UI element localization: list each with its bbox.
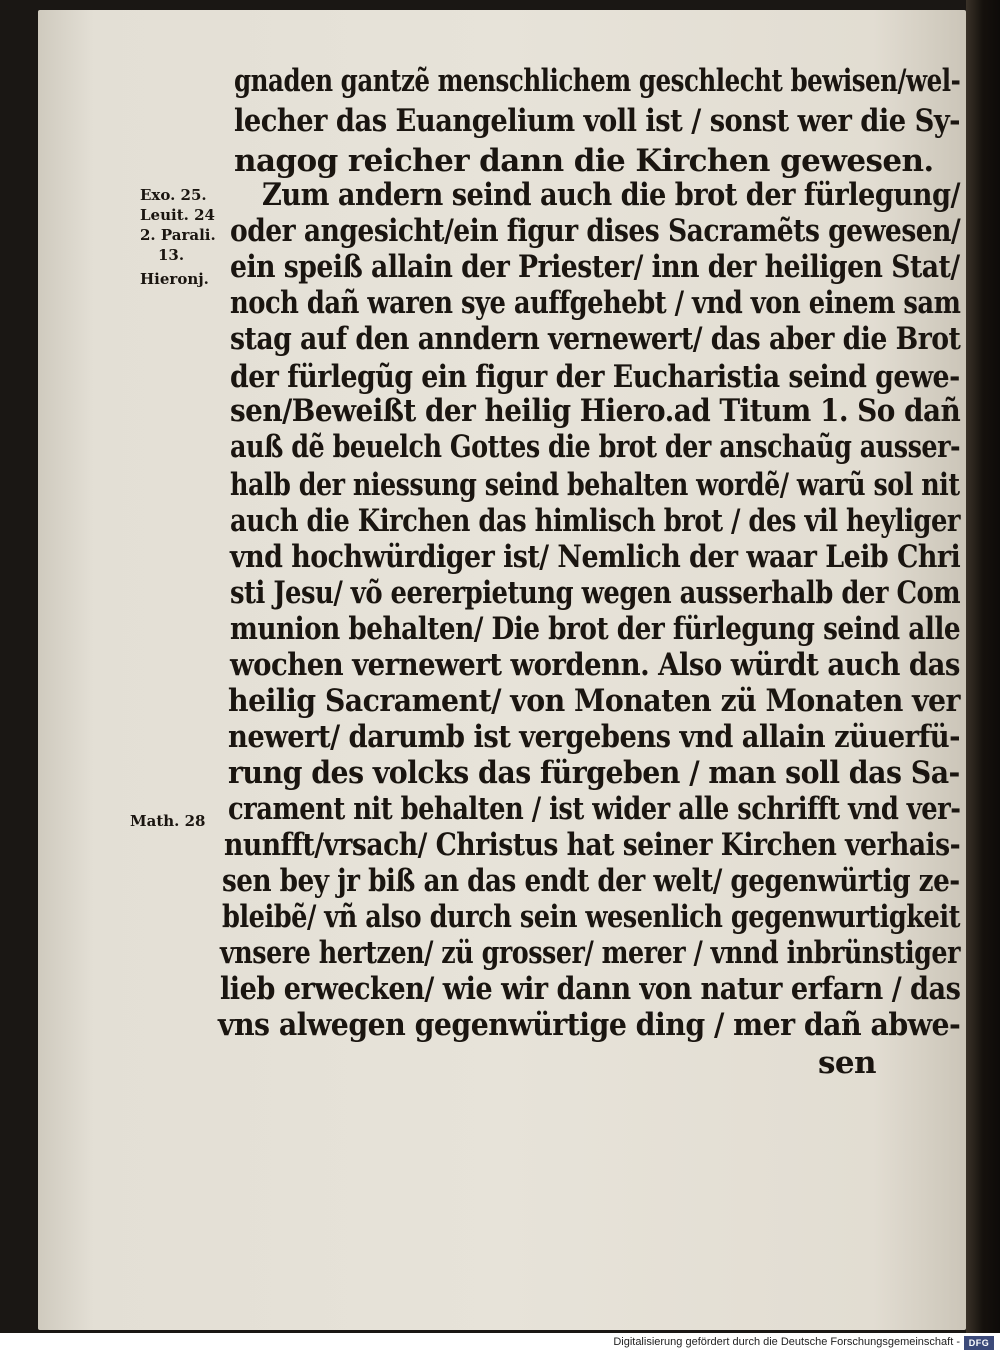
text-line: auß dẽ beuelch Gottes die brot der anschaũg ausser- xyxy=(230,429,961,465)
text-line: vns alwegen gegenwürtige ding / mer dañ abwe- xyxy=(218,1007,961,1043)
text-line: auch die Kirchen das himlisch brot / des vil heyliger xyxy=(230,503,960,539)
text-line: vnsere hertzen/ zü grosser/ merer / vnnd inbrünstiger xyxy=(220,935,960,971)
text-line: nunfft/vrsach/ Christus hat seiner Kirchen verhais- xyxy=(224,827,961,863)
text-line: wochen vernewert wordenn. Also würdt auch das xyxy=(230,647,960,683)
catchword: sen xyxy=(818,1045,876,1081)
text-line: Zum andern seind auch die brot der fürlegung/ xyxy=(262,177,960,213)
margin-note: 2. Parali. xyxy=(140,226,216,244)
footer-bar xyxy=(0,1333,1000,1354)
text-line: vnd hochwürdiger ist/ Nemlich der waar Leib Chri xyxy=(230,539,961,575)
text-line: bleibẽ/ vñ also durch sein wesenlich gegenwurtigkeit xyxy=(222,899,960,935)
text-line: crament nit behalten / ist wider alle schrifft vnd ver- xyxy=(228,791,961,827)
text-line: lecher das Euangelium voll ist / sonst wer die Sy- xyxy=(234,103,961,139)
margin-note: Hieronj. xyxy=(140,270,209,288)
margin-note: Math. 28 xyxy=(130,812,206,830)
text-line: oder angesicht/ein figur dises Sacramẽts gewesen/ xyxy=(230,213,961,249)
text-line: noch dañ waren sye auffgehebt / vnd von einem sam xyxy=(230,285,961,321)
text-line: rung des volcks das fürgeben / man soll das Sa- xyxy=(228,755,960,791)
margin-note: Exo. 25. xyxy=(140,186,207,204)
text-line: nagog reicher dann die Kirchen gewesen. xyxy=(234,143,934,179)
text-line: stag auf den anndern vernewert/ das aber die Brot xyxy=(230,321,961,357)
text-line: newert/ darumb ist vergebens vnd allain züuerfü- xyxy=(228,719,960,755)
margin-note: Leuit. 24 xyxy=(140,206,215,224)
text-line: sti Jesu/ võ eererpietung wegen ausserhalb der Com xyxy=(230,575,961,611)
text-line: sen/Beweißt der heilig Hiero.ad Titum 1. So dañ xyxy=(230,393,961,429)
text-line: halb der niessung seind behalten wordẽ/ warũ sol nit xyxy=(230,467,960,503)
text-line: munion behalten/ Die brot der fürlegung seind alle xyxy=(230,611,961,647)
text-line: sen bey jr biß an das endt der welt/ gegenwürtig ze- xyxy=(222,863,960,899)
margin-note: 13. xyxy=(158,246,185,264)
text-line: gnaden gantzẽ menschlichem geschlecht bewisen/wel- xyxy=(234,63,961,99)
dfg-logo: DFG xyxy=(964,1336,994,1350)
book-gutter xyxy=(966,0,1000,1333)
text-line: ein speiß allain der Priester/ inn der heiligen Stat/ xyxy=(230,249,960,285)
text-line: der fürlegũg ein figur der Eucharistia seind gewe- xyxy=(230,359,960,395)
funding-credit: Digitalisierung gefördert durch die Deutsche Forschungsgemeinschaft - xyxy=(613,1336,960,1348)
text-line: heilig Sacrament/ von Monaten zü Monaten ver xyxy=(228,683,960,719)
text-line: lieb erwecken/ wie wir dann von natur erfarn / das xyxy=(220,971,961,1007)
